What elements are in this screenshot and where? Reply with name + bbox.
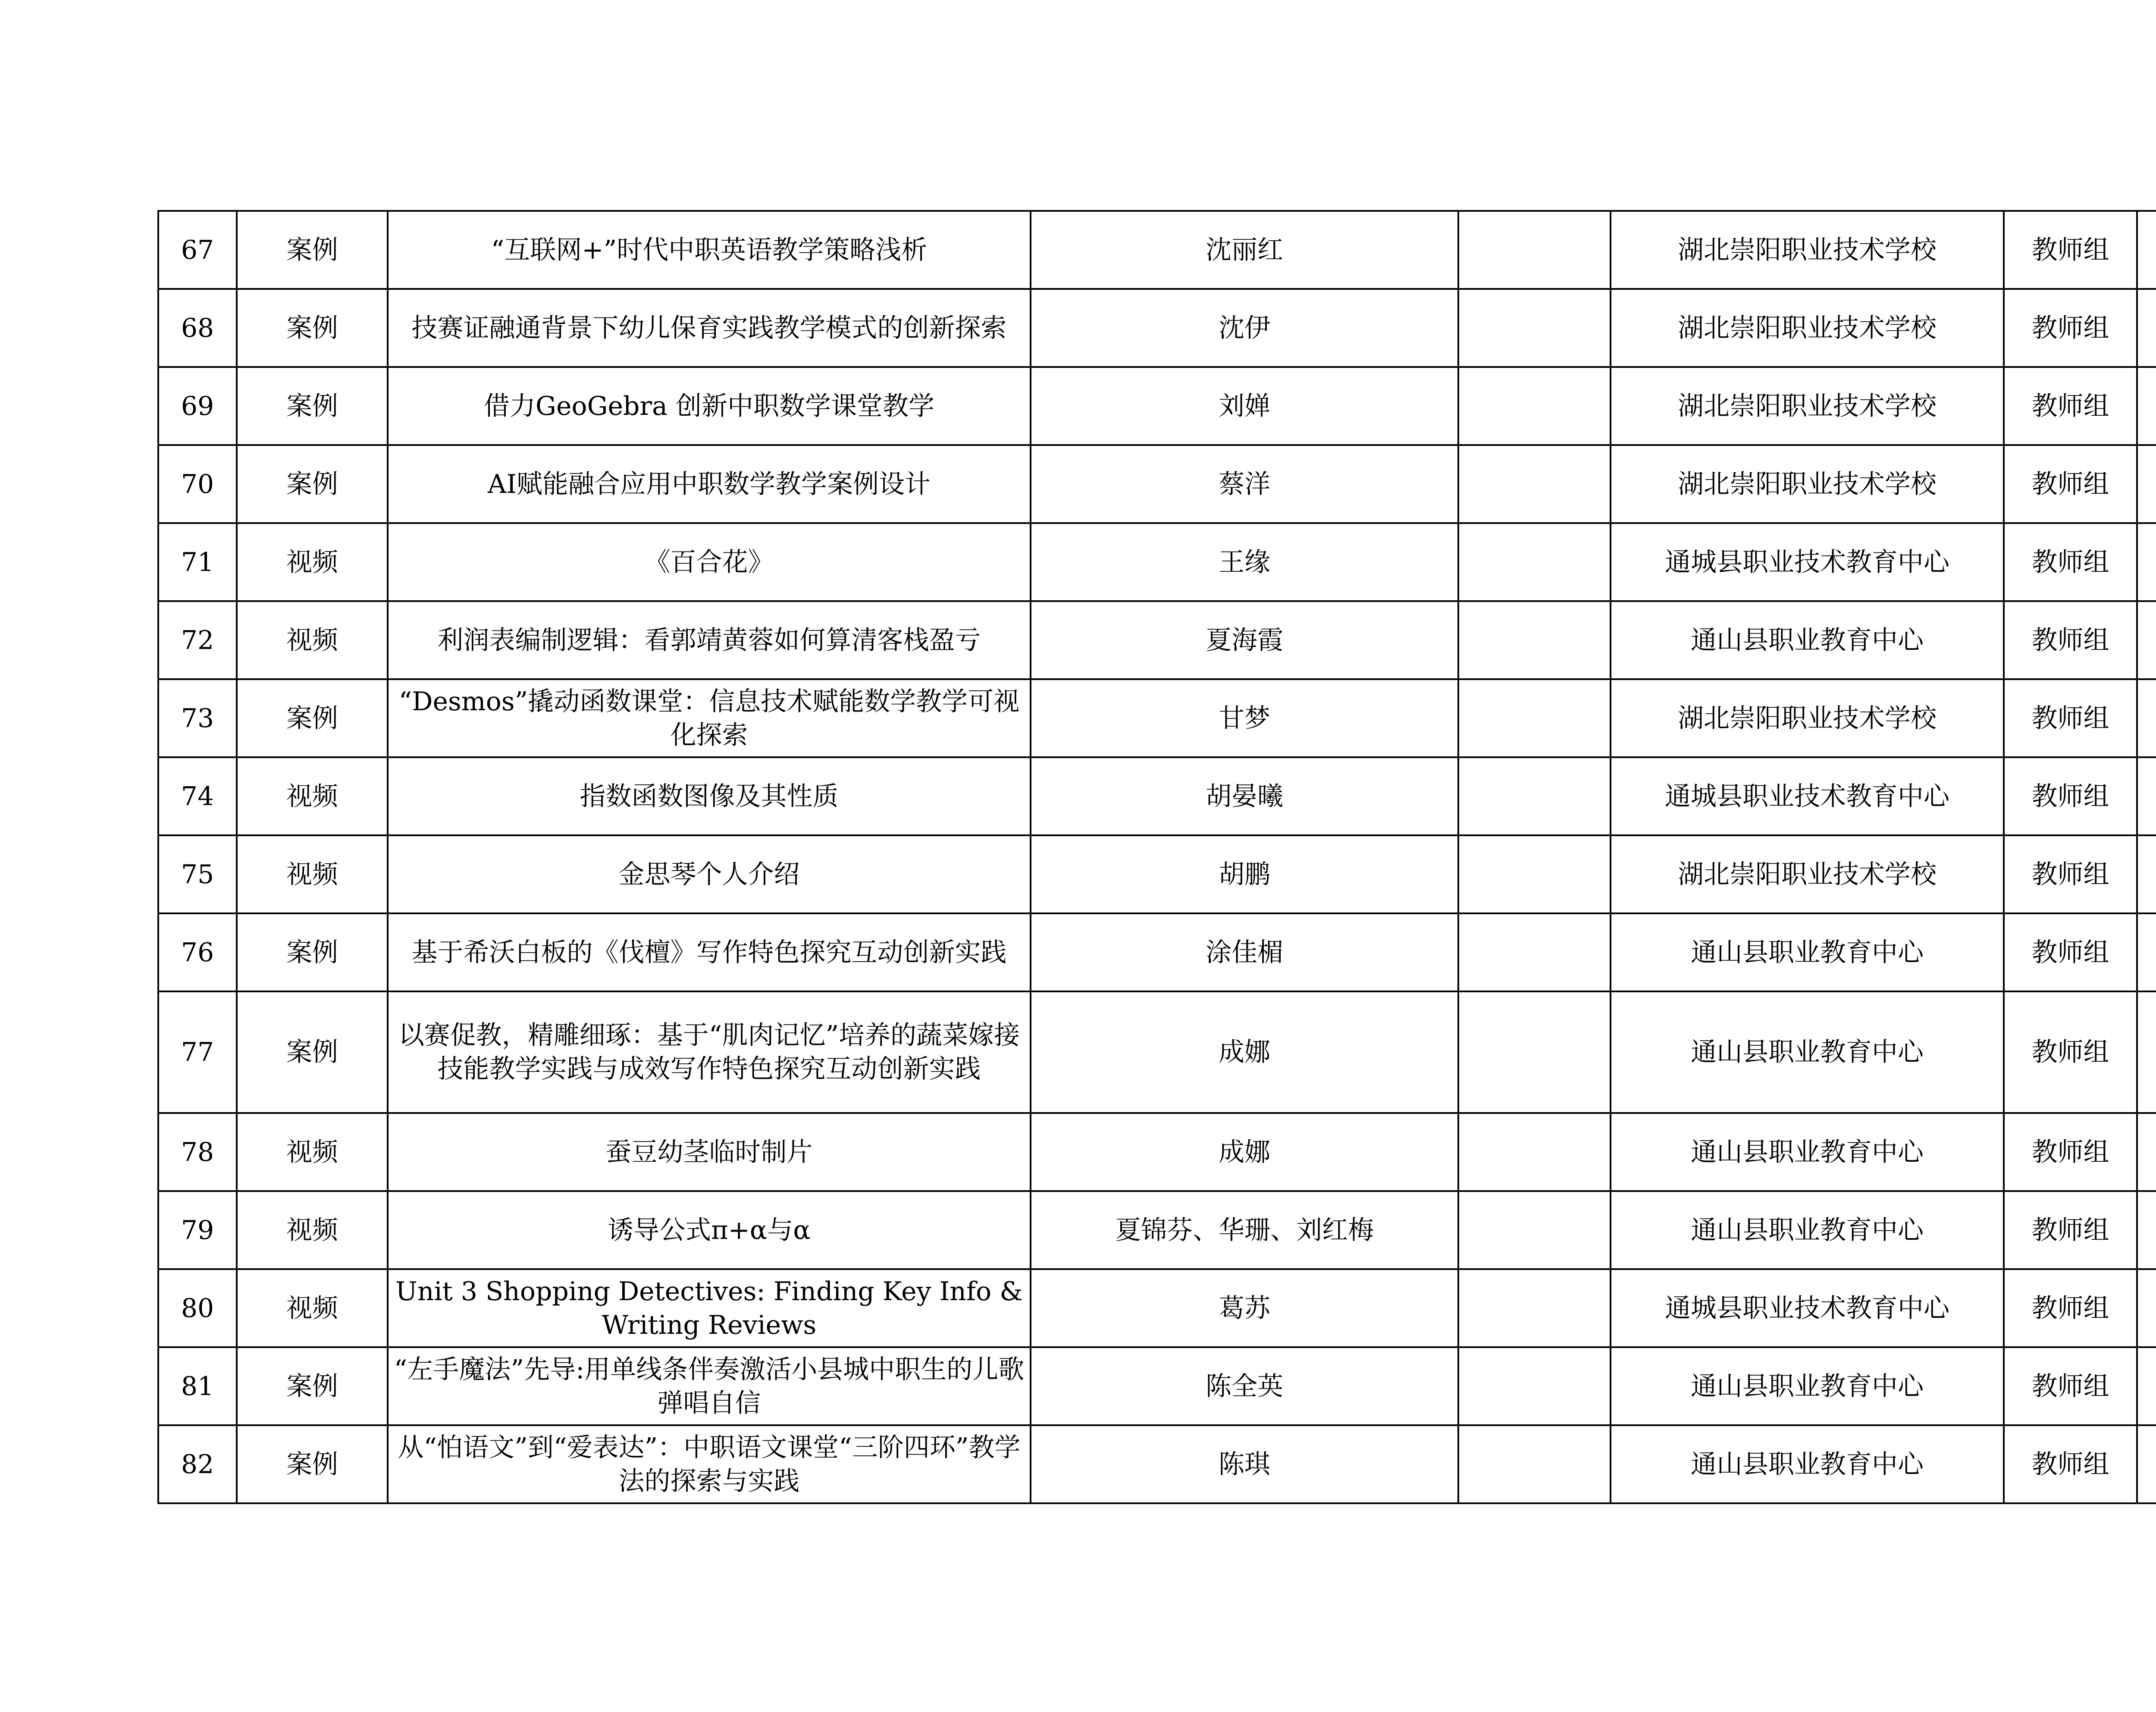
award-level (2137, 1347, 2156, 1425)
blank-cell (1458, 367, 1611, 445)
award-level (2137, 757, 2156, 835)
entry-title: 蚕豆幼茎临时制片 (388, 1113, 1031, 1191)
entry-type: 案例 (237, 1425, 388, 1503)
table-row (158, 289, 2156, 367)
group-category: 教师组 (2004, 445, 2137, 523)
row-number: 67 (158, 211, 237, 289)
group-category: 教师组 (2004, 601, 2137, 679)
award-level (2137, 1425, 2156, 1503)
blank-cell (1458, 1269, 1611, 1347)
school-name: 湖北崇阳职业技术学校 (1611, 211, 2004, 289)
school-name: 通山县职业教育中心 (1611, 1425, 2004, 1503)
author-name: 葛苏 (1031, 1269, 1458, 1347)
row-number: 81 (158, 1347, 237, 1425)
blank-cell (1458, 601, 1611, 679)
row-number: 71 (158, 523, 237, 601)
entry-type: 视频 (237, 1269, 388, 1347)
author-name: 陈全英 (1031, 1347, 1458, 1425)
author-name: 夏海霞 (1031, 601, 1458, 679)
table-row (158, 445, 2156, 523)
award-level (2137, 1113, 2156, 1191)
row-number: 75 (158, 835, 237, 913)
blank-cell (1458, 1425, 1611, 1503)
entry-title: “左手魔法”先导:用单线条伴奏激活小县城中职生的儿歌弹唱自信 (388, 1347, 1031, 1425)
school-name: 通山县职业教育中心 (1611, 1191, 2004, 1269)
blank-cell (1458, 991, 1611, 1113)
author-name: 涂佳楣 (1031, 913, 1458, 991)
table-body (158, 211, 2156, 1503)
award-level (2137, 289, 2156, 367)
author-name: 陈琪 (1031, 1425, 1458, 1503)
award-level (2137, 211, 2156, 289)
group-category: 教师组 (2004, 211, 2137, 289)
blank-cell (1458, 523, 1611, 601)
table-row (158, 679, 2156, 757)
entry-type: 案例 (237, 367, 388, 445)
author-name: 甘梦 (1031, 679, 1458, 757)
school-name: 通山县职业教育中心 (1611, 1113, 2004, 1191)
school-name: 通城县职业技术教育中心 (1611, 757, 2004, 835)
entry-type: 案例 (237, 913, 388, 991)
blank-cell (1458, 211, 1611, 289)
entry-type: 视频 (237, 835, 388, 913)
table-row (158, 835, 2156, 913)
row-number: 79 (158, 1191, 237, 1269)
entry-type: 视频 (237, 757, 388, 835)
entry-type: 案例 (237, 679, 388, 757)
author-name: 沈丽红 (1031, 211, 1458, 289)
school-name: 通山县职业教育中心 (1611, 601, 2004, 679)
blank-cell (1458, 913, 1611, 991)
entry-title: Unit 3 Shopping Detectives: Finding Key Info & Writing Reviews (388, 1269, 1031, 1347)
table-row (158, 1269, 2156, 1347)
row-number: 69 (158, 367, 237, 445)
table-row (158, 991, 2156, 1113)
table-row (158, 211, 2156, 289)
blank-cell (1458, 835, 1611, 913)
row-number: 73 (158, 679, 237, 757)
author-name: 成娜 (1031, 991, 1458, 1113)
table-row (158, 1113, 2156, 1191)
row-number: 70 (158, 445, 237, 523)
group-category: 教师组 (2004, 523, 2137, 601)
entry-title: 从“怕语文”到“爱表达”：中职语文课堂“三阶四环”教学法的探索与实践 (388, 1425, 1031, 1503)
group-category: 教师组 (2004, 1113, 2137, 1191)
award-level (2137, 523, 2156, 601)
entry-type: 视频 (237, 523, 388, 601)
author-name: 沈伊 (1031, 289, 1458, 367)
entry-title: “Desmos”撬动函数课堂：信息技术赋能数学教学可视化探索 (388, 679, 1031, 757)
school-name: 通城县职业技术教育中心 (1611, 523, 2004, 601)
entry-type: 视频 (237, 1113, 388, 1191)
row-number: 68 (158, 289, 237, 367)
entry-title: 借力GeoGebra 创新中职数学课堂教学 (388, 367, 1031, 445)
blank-cell (1458, 445, 1611, 523)
award-level (2137, 445, 2156, 523)
table-row (158, 1425, 2156, 1503)
table-row (158, 913, 2156, 991)
school-name: 通山县职业教育中心 (1611, 913, 2004, 991)
row-number: 74 (158, 757, 237, 835)
row-number: 82 (158, 1425, 237, 1503)
table-row (158, 757, 2156, 835)
entry-type: 案例 (237, 445, 388, 523)
table-row (158, 1347, 2156, 1425)
entry-type: 案例 (237, 1347, 388, 1425)
award-level (2137, 367, 2156, 445)
entry-title: “互联网+”时代中职英语教学策略浅析 (388, 211, 1031, 289)
entry-title: 基于希沃白板的《伐檀》写作特色探究互动创新实践 (388, 913, 1031, 991)
entry-type: 视频 (237, 601, 388, 679)
entry-type: 案例 (237, 211, 388, 289)
author-name: 夏锦芬、华珊、刘红梅 (1031, 1191, 1458, 1269)
group-category: 教师组 (2004, 1191, 2137, 1269)
group-category: 教师组 (2004, 1347, 2137, 1425)
entry-title: 利润表编制逻辑：看郭靖黄蓉如何算清客栈盈亏 (388, 601, 1031, 679)
award-level (2137, 601, 2156, 679)
entry-title: 以赛促教，精雕细琢：基于“肌肉记忆”培养的蔬菜嫁接技能教学实践与成效写作特色探究互动创新实践 (388, 991, 1031, 1113)
award-level (2137, 1191, 2156, 1269)
award-level (2137, 913, 2156, 991)
entry-title: 诱导公式π+α与α (388, 1191, 1031, 1269)
group-category: 教师组 (2004, 991, 2137, 1113)
school-name: 通城县职业技术教育中心 (1611, 1269, 2004, 1347)
award-table (157, 210, 2156, 1504)
blank-cell (1458, 757, 1611, 835)
group-category: 教师组 (2004, 289, 2137, 367)
blank-cell (1458, 1191, 1611, 1269)
row-number: 77 (158, 991, 237, 1113)
blank-cell (1458, 289, 1611, 367)
row-number: 76 (158, 913, 237, 991)
school-name: 通山县职业教育中心 (1611, 991, 2004, 1113)
award-level (2137, 835, 2156, 913)
row-number: 72 (158, 601, 237, 679)
blank-cell (1458, 1113, 1611, 1191)
author-name: 蔡洋 (1031, 445, 1458, 523)
author-name: 刘婵 (1031, 367, 1458, 445)
school-name: 湖北崇阳职业技术学校 (1611, 289, 2004, 367)
entry-type: 案例 (237, 289, 388, 367)
group-category: 教师组 (2004, 835, 2137, 913)
award-level (2137, 1269, 2156, 1347)
row-number: 80 (158, 1269, 237, 1347)
entry-type: 视频 (237, 1191, 388, 1269)
group-category: 教师组 (2004, 1425, 2137, 1503)
school-name: 湖北崇阳职业技术学校 (1611, 445, 2004, 523)
entry-title: 《百合花》 (388, 523, 1031, 601)
author-name: 胡鹏 (1031, 835, 1458, 913)
blank-cell (1458, 1347, 1611, 1425)
award-level (2137, 991, 2156, 1113)
author-name: 成娜 (1031, 1113, 1458, 1191)
table-row (158, 367, 2156, 445)
school-name: 湖北崇阳职业技术学校 (1611, 367, 2004, 445)
group-category: 教师组 (2004, 913, 2137, 991)
author-name: 王缘 (1031, 523, 1458, 601)
award-level (2137, 679, 2156, 757)
school-name: 湖北崇阳职业技术学校 (1611, 679, 2004, 757)
entry-type: 案例 (237, 991, 388, 1113)
group-category: 教师组 (2004, 757, 2137, 835)
group-category: 教师组 (2004, 679, 2137, 757)
table-row (158, 523, 2156, 601)
entry-title: 指数函数图像及其性质 (388, 757, 1031, 835)
group-category: 教师组 (2004, 1269, 2137, 1347)
blank-cell (1458, 679, 1611, 757)
entry-title: AI赋能融合应用中职数学教学案例设计 (388, 445, 1031, 523)
school-name: 通山县职业教育中心 (1611, 1347, 2004, 1425)
group-category: 教师组 (2004, 367, 2137, 445)
table-row (158, 601, 2156, 679)
row-number: 78 (158, 1113, 237, 1191)
entry-title: 技赛证融通背景下幼儿保育实践教学模式的创新探索 (388, 289, 1031, 367)
table-row (158, 1191, 2156, 1269)
entry-title: 金思琴个人介绍 (388, 835, 1031, 913)
school-name: 湖北崇阳职业技术学校 (1611, 835, 2004, 913)
author-name: 胡晏曦 (1031, 757, 1458, 835)
